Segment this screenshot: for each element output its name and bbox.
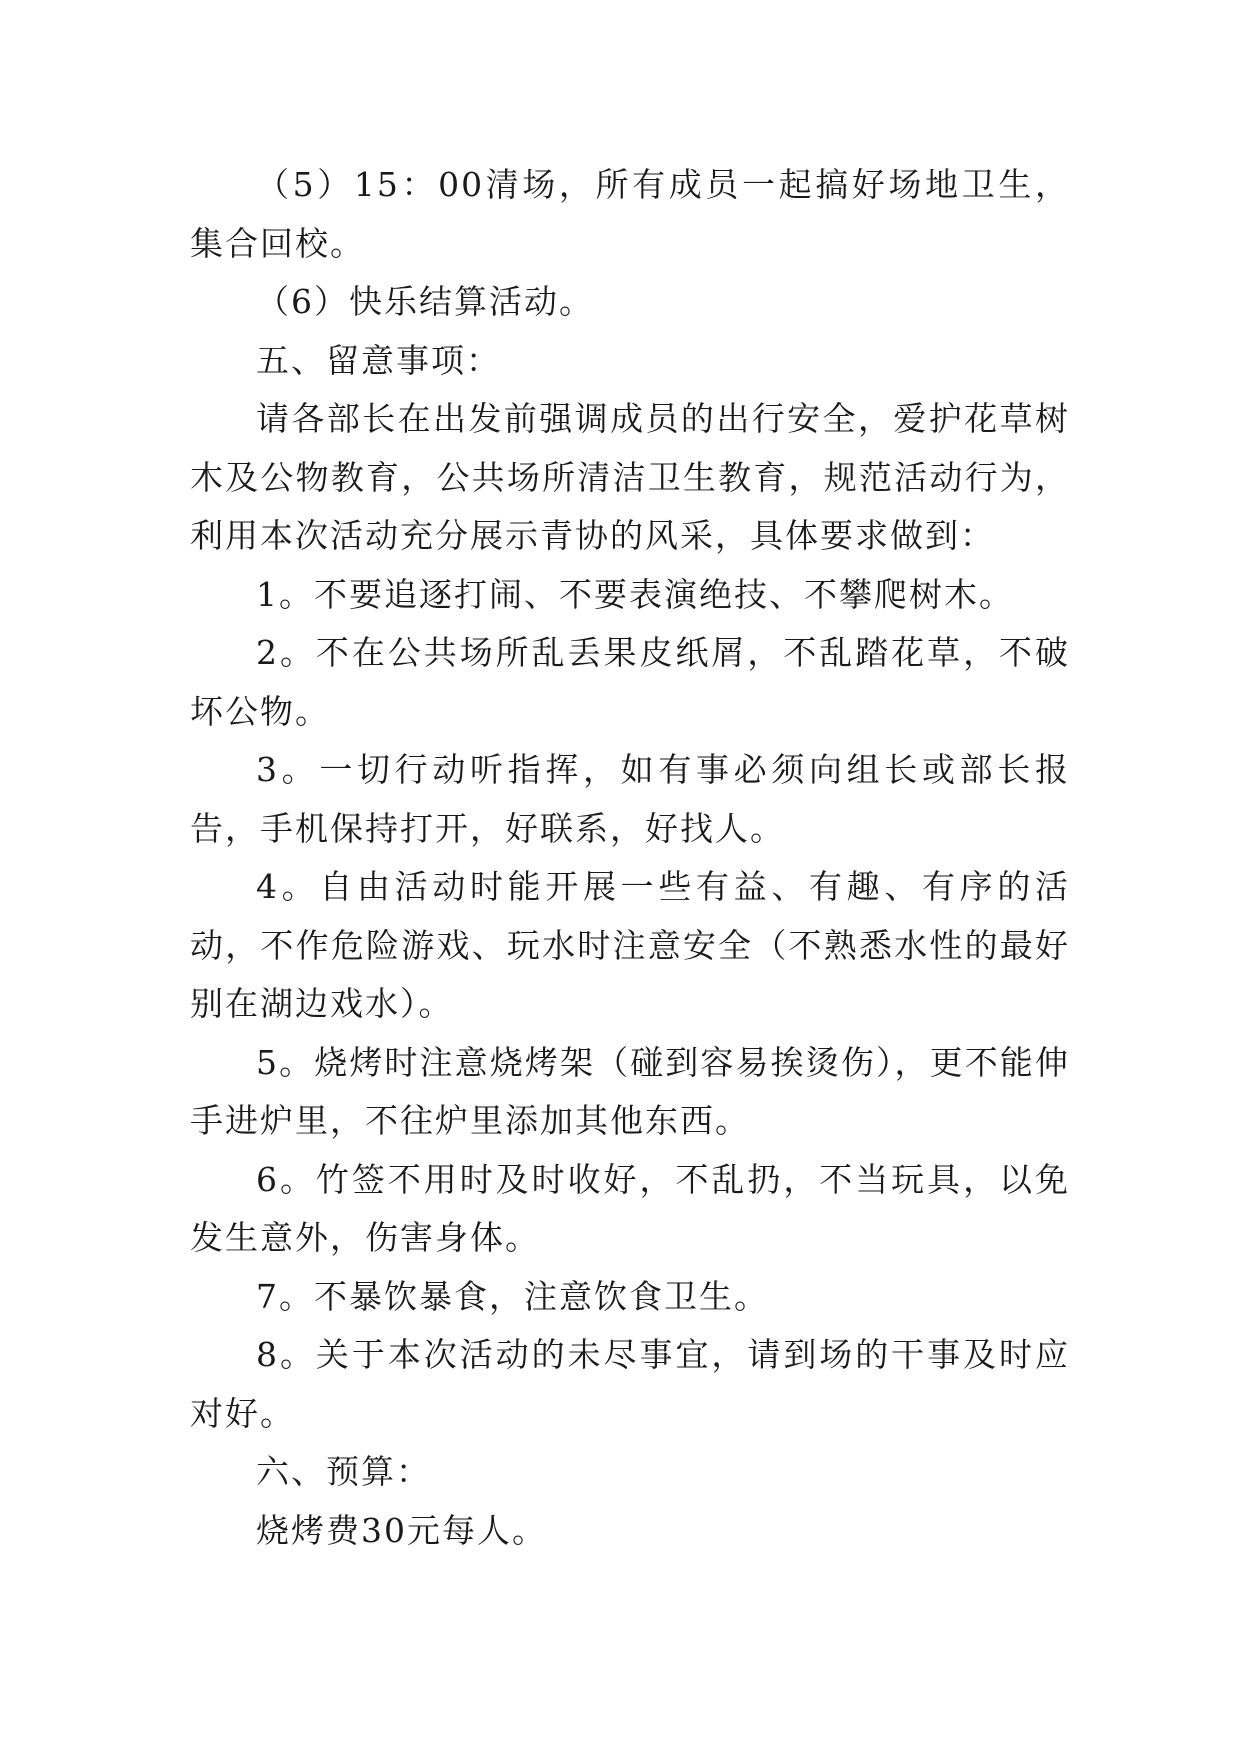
rule-item-4: 4。自由活动时能开展一些有益、有趣、有序的活动，不作危险游戏、玩水时注意安全（不熟悉水性的最好别在湖边戏水）。 xyxy=(190,867,1070,1023)
rule-item-1: 1。不要追逐打闹、不要表演绝技、不攀爬树木。 xyxy=(256,574,1014,614)
paragraph-settlement: （6）快乐结算活动。 xyxy=(256,282,594,321)
paragraph-cleanup-schedule: （5）15：00清场，所有成员一起搞好场地卫生，集合回校。 xyxy=(190,165,1070,263)
rule-item-8: 8。关于本次活动的未尽事宜，请到场的干事及时应对好。 xyxy=(190,1335,1070,1433)
rule-item-3: 3。一切行动听指挥，如有事必须向组长或部长报告，手机保持打开，好联系，好找人。 xyxy=(190,750,1070,848)
paragraph-budget-amount: 烧烤费30元每人。 xyxy=(256,1510,547,1550)
section-heading-budget: 六、预算： xyxy=(256,1452,431,1491)
rule-item-2: 2。不在公共场所乱丢果皮纸屑，不乱踏花草，不破坏公物。 xyxy=(190,633,1070,731)
paragraph-notes-intro: 请各部长在出发前强调成员的出行安全，爱护花草树木及公物教育，公共场所清洁卫生教育，规范活动行为，利用本次活动充分展示青协的风采，具体要求做到： xyxy=(190,399,1070,555)
rule-item-5: 5。烧烤时注意烧烤架（碰到容易挨烫伤），更不能伸手进炉里，不往炉里添加其他东西。 xyxy=(190,1042,1070,1140)
rule-item-6: 6。竹签不用时及时收好，不乱扔，不当玩具，以免发生意外，伤害身体。 xyxy=(190,1159,1070,1257)
document-body xyxy=(190,156,1070,1560)
section-heading-notes: 五、留意事项： xyxy=(256,340,501,380)
rule-item-7: 7。不暴饮暴食，注意饮食卫生。 xyxy=(256,1276,769,1316)
